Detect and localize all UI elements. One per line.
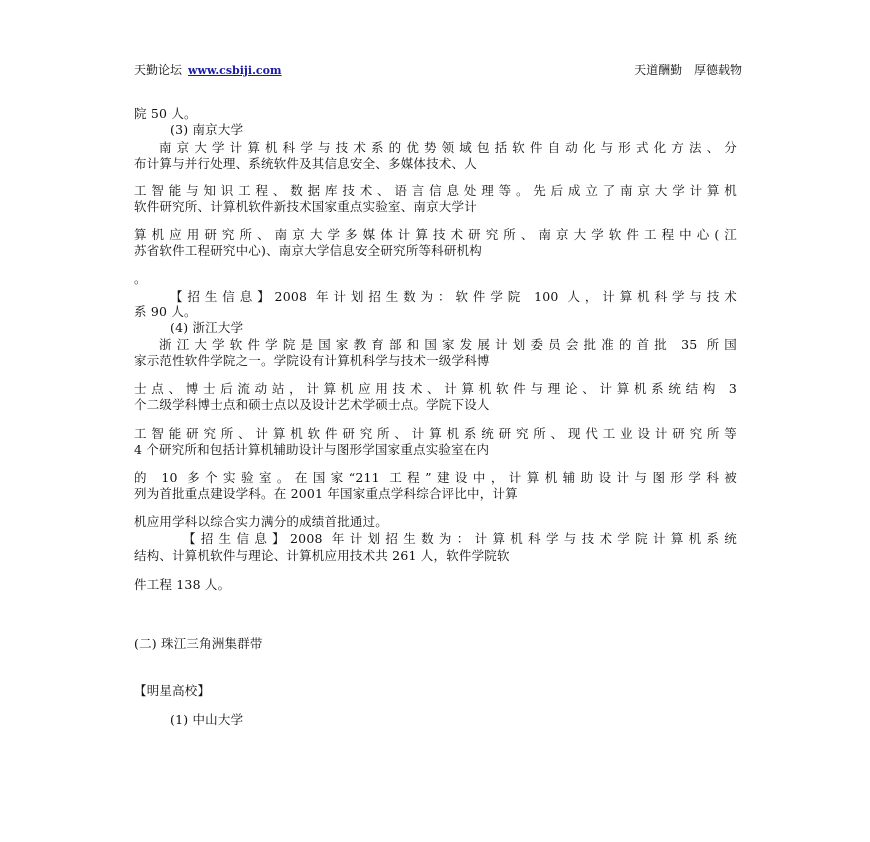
body-line: 工智能与知识工程、数据库技术、语言信息处理等。先后成立了南京大学计算机 [134, 183, 737, 198]
body-line: 个二级学科博士点和硕士点以及设计艺术学硕士点。学院下设人 [134, 397, 490, 412]
body-line: 家示范性软件学院之一。学院设有计算机科学与技术一级学科博 [134, 353, 490, 368]
body-line: 件工程 138 人。 [134, 577, 231, 592]
section-heading-sun-yat-sen: (1) 中山大学 [170, 712, 244, 727]
body-line: 。 [134, 271, 147, 286]
body-line: 工智能研究所、计算机软件研究所、计算机系统研究所、现代工业设计研究所等 [134, 426, 737, 441]
body-line: 苏省软件工程研究中心)、南京大学信息安全研究所等科研机构 [134, 243, 482, 258]
section-heading-zhejiang: (4) 浙江大学 [170, 320, 244, 335]
body-line: 结构、计算机软件与理论、计算机应用技术共 261 人，软件学院软 [134, 548, 510, 563]
body-line: 浙江大学软件学院是国家教育部和国家发展计划委员会批准的首批 35 所国 [159, 337, 737, 352]
site-url-link[interactable]: www.csbiji.com [188, 64, 282, 77]
site-name: 天勤论坛 [134, 63, 183, 77]
section-heading-nanjing: (3) 南京大学 [170, 122, 244, 137]
section-heading-pearl-river: (二) 珠江三角洲集群带 [134, 636, 263, 651]
page-header-motto: 天道酬勤 厚德载物 [634, 63, 742, 77]
subheading-star-universities: 【明星高校】 [134, 683, 211, 698]
body-line: 4 个研究所和包括计算机辅助设计与图形学国家重点实验室在内 [134, 442, 490, 457]
enrollment-info-nanjing: 【招生信息】2008 年计划招生数为：软件学院 100 人，计算机科学与技术 [170, 289, 737, 304]
body-line: 南京大学计算机科学与技术系的优势领域包括软件自动化与形式化方法、分 [159, 140, 737, 155]
body-line: 机应用学科以综合实力满分的成绩首批通过。 [134, 514, 389, 529]
body-line: 的 10 多个实验室。在国家“211 工程”建设中，计算机辅助设计与图形学科被 [134, 470, 737, 485]
enrollment-info-zhejiang: 【招生信息】2008 年计划招生数为：计算机科学与技术学院计算机系统 [183, 531, 737, 546]
body-line: 列为首批重点建设学科。在 2001 年国家重点学科综合评比中，计算 [134, 486, 518, 501]
body-line: 算机应用研究所、南京大学多媒体计算技术研究所、南京大学软件工程中心(江 [134, 227, 737, 242]
body-line: 士点、博士后流动站，计算机应用技术、计算机软件与理论、计算机系统结构 3 [134, 381, 737, 396]
body-line: 软件研究所、计算机软件新技术国家重点实验室、南京大学计 [134, 199, 477, 214]
body-line: 系 90 人。 [134, 304, 197, 319]
page-header-left [134, 61, 282, 78]
body-line: 布计算与并行处理、系统软件及其信息安全、多媒体技术、人 [134, 156, 477, 171]
body-line: 院 50 人。 [134, 106, 197, 121]
